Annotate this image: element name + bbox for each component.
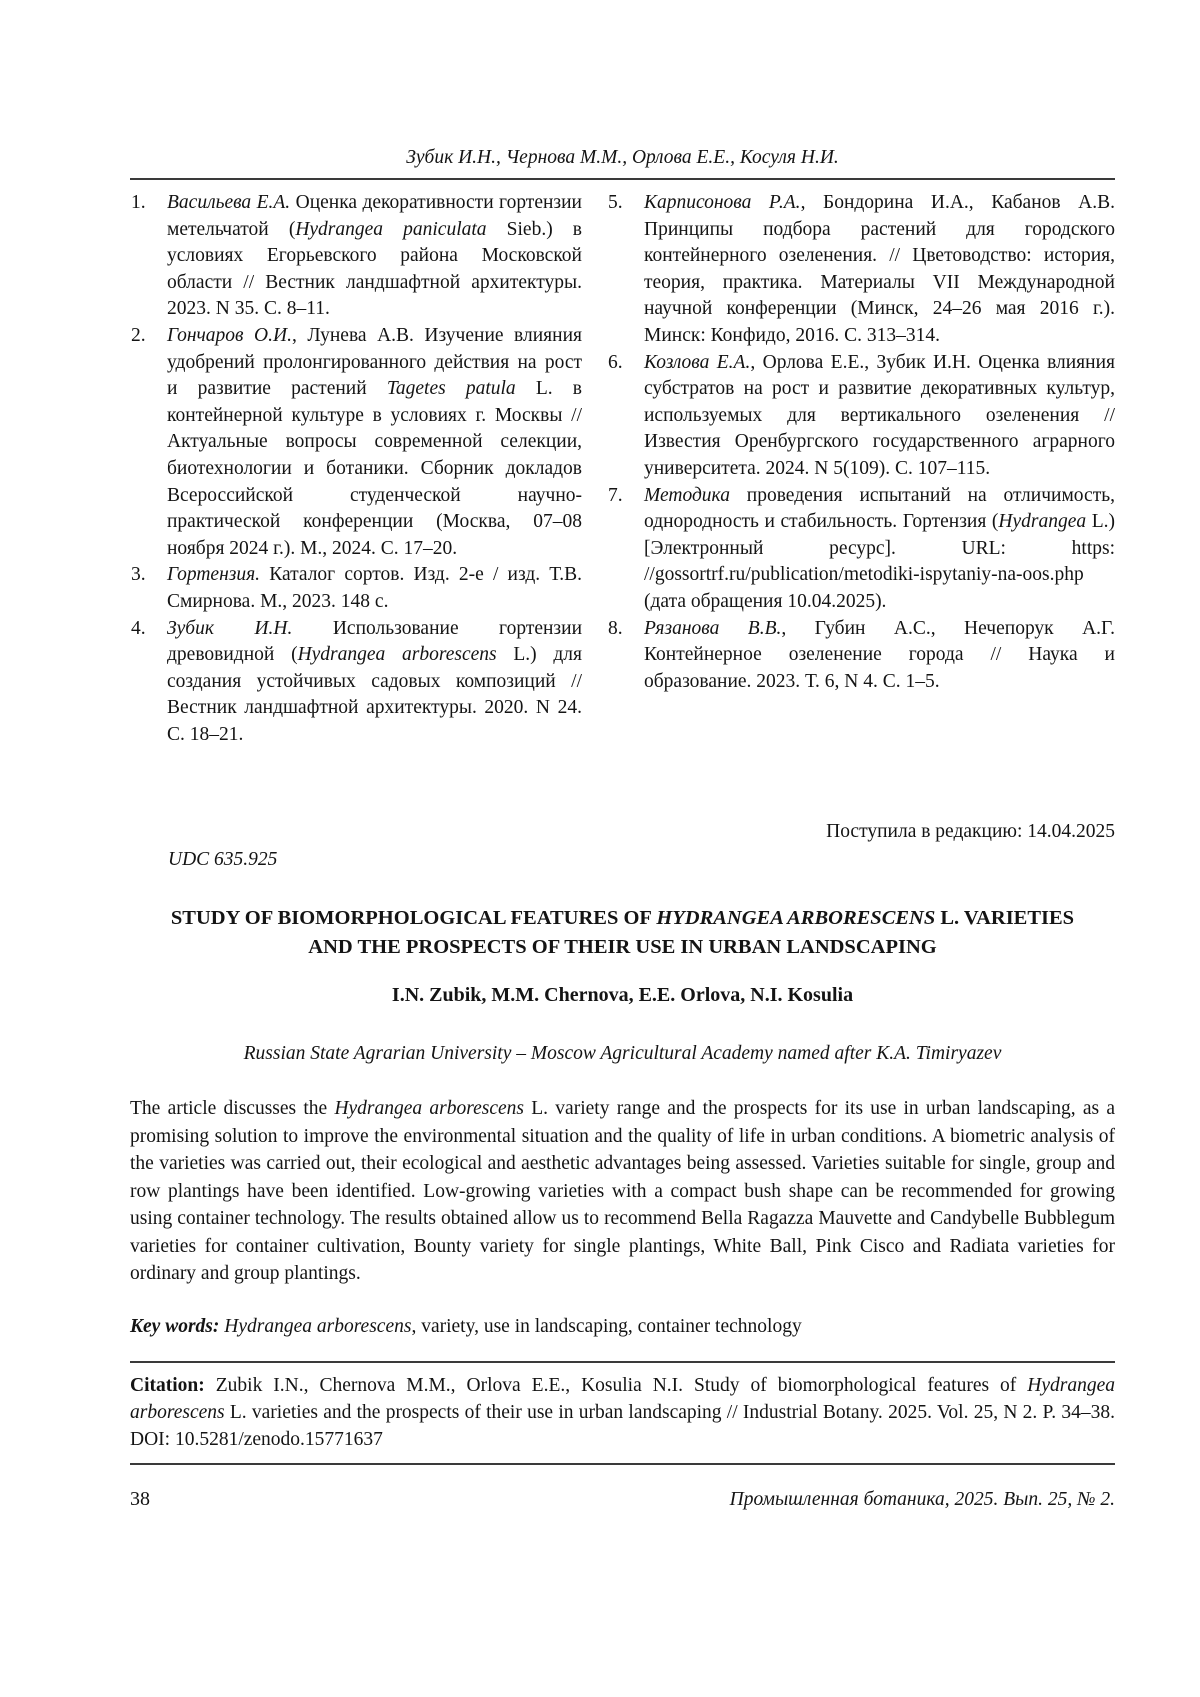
running-head: Зубик И.Н., Чернова М.М., Орлова Е.Е., Косуля Н.И. bbox=[406, 147, 839, 168]
abstract-paragraph: The article discusses the Hydrangea arborescens L. variety range and the prospects for its use in urban landscaping, as a promising solution to improve the environmental situation and the quality of life in urban conditions. A biometric analysis of the varieties was carried out, their ecological and aesthetic advantages being assessed. Varieties suitable for single, group and row plantings have been identified. Low-growing varieties with a compact bush shape can be recommended for growing using container technology. The results obtained allow us to recommend Bella Ragazza Mauvette and Candybelle Bubblegum varieties for container cultivation, Bounty variety for single plantings, White Ball, Pink Cisco and Radiata varieties for ordinary and group plantings. bbox=[130, 1098, 1115, 1284]
reference-item-2 bbox=[130, 323, 582, 562]
reference-number: 7. bbox=[608, 484, 623, 506]
citation-rule-top bbox=[130, 1361, 1115, 1363]
page-number: 38 bbox=[130, 1488, 150, 1511]
reference-item-3 bbox=[130, 562, 582, 615]
reference-column-left bbox=[130, 190, 582, 748]
reference-number: 2. bbox=[131, 324, 146, 346]
reference-text: Гончаров О.И., Лунева А.В. Изучение влияния удобрений пролонгированного действия на рост и развитие растений Tagetes patula L. в контейнерной культуре в условиях г. Москвы // Актуальные вопросы современной селекции, биотехнологии и ботаники. Сборник докладов Всероссийской студенческой научно-практической конференции (Москва, 07–08 ноября 2024 г.). М., 2024. С. 17–20. bbox=[167, 324, 582, 559]
reference-item-8 bbox=[607, 616, 1115, 696]
reference-column-right bbox=[607, 190, 1115, 748]
received-date: Поступила в редакцию: 14.04.2025 bbox=[826, 821, 1115, 843]
reference-number: 6. bbox=[608, 351, 623, 373]
reference-text: Козлова Е.А., Орлова Е.Е., Зубик И.Н. Оценка влияния субстратов на рост и развитие декоративных культур, используемых для вертикального озеленения // Известия Оренбургского государственного аграрного университета. 2024. N 5(109). С. 107–115. bbox=[644, 351, 1115, 479]
reference-text: Васильева Е.А. Оценка декоративности гортензии метельчатой (Hydrangea paniculata Sieb.) в условиях Егорьевского района Московской области // Вестник ландшафтной архитектуры. 2023. N 35. С. 8–11. bbox=[167, 192, 583, 320]
reference-text: Методика проведения испытаний на отличимость, однородность и стабильность. Гортензия (Hydrangea L.) [Электронный ресурс]. URL: https: //gossortrf.ru/publication/metodiki-ispytaniy-na-oos.php (дата обращения 10.04.2025). bbox=[644, 484, 1115, 612]
keywords-line: Key words: Hydrangea arborescens, variety, use in landscaping, container technology bbox=[130, 1316, 802, 1338]
article-title: STUDY OF BIOMORPHOLOGICAL FEATURES OF HYDRANGEA ARBORESCENS L. VARIETIES AND THE PROSPECTS OF THEIR USE IN URBAN LANDSCAPING bbox=[170, 907, 1075, 959]
meta-row bbox=[130, 820, 1115, 872]
journal-name: Промышленная ботаника, 2025. Вып. 25, № 2. bbox=[729, 1489, 1115, 1511]
reference-text: Карписонова Р.А., Бондорина И.А., Кабанов А.В. Принципы подбора растений для городского контейнерного озеленения. // Цветоводство: история, теория, практика. Материалы VII Международной научной конференции (Минск, 24–26 мая 2016 г.). Минск: Конфидо, 2016. С. 313–314. bbox=[644, 192, 1115, 346]
reference-item-1 bbox=[130, 190, 582, 323]
authors-line: I.N. Zubik, M.M. Chernova, E.E. Orlova, N.I. Kosulia bbox=[391, 984, 854, 1007]
reference-item-4 bbox=[130, 616, 582, 749]
affiliation-line: Russian State Agrarian University – Moscow Agricultural Academy named after K.A. Timiryazev bbox=[243, 1043, 1002, 1065]
reference-number: 8. bbox=[608, 617, 623, 639]
reference-number: 1. bbox=[131, 192, 146, 213]
page-footer bbox=[130, 1488, 1115, 1511]
reference-number: 3. bbox=[131, 564, 146, 586]
reference-number: 4. bbox=[131, 617, 146, 639]
citation-rule-bottom bbox=[130, 1463, 1115, 1465]
reference-text: Зубик И.Н. Использование гортензии древовидной (Hydrangea arborescens L.) для создания устойчивых садовых композиций // Вестник ландшафтной архитектуры. 2020. N 24. С. 18–21. bbox=[167, 617, 583, 745]
udc-label: UDC 635.925 bbox=[168, 849, 278, 871]
reference-list bbox=[130, 190, 1115, 748]
header-rule bbox=[130, 178, 1115, 180]
reference-item-7 bbox=[607, 483, 1115, 616]
reference-number: 5. bbox=[608, 192, 623, 213]
reference-item-5 bbox=[607, 190, 1115, 350]
citation-block: Citation: Zubik I.N., Chernova M.M., Orlova E.E., Kosulia N.I. Study of biomorphological features of Hydrangea arborescens L. varieties and the prospects of their use in urban landscaping // Industrial Botany. 2025. Vol. 25, N 2. P. 34–38. DOI: 10.5281/zenodo.15771637 bbox=[130, 1375, 1116, 1451]
reference-text: Гортензия. Каталог сортов. Изд. 2-е / изд. Т.В. Смирнова. М., 2023. 148 с. bbox=[167, 564, 582, 612]
reference-item-6 bbox=[607, 350, 1115, 483]
reference-text: Рязанова В.В., Губин А.С., Нечепорук А.Г. Контейнерное озеленение города // Наука и образование. 2023. Т. 6, N 4. С. 1–5. bbox=[644, 617, 1115, 692]
